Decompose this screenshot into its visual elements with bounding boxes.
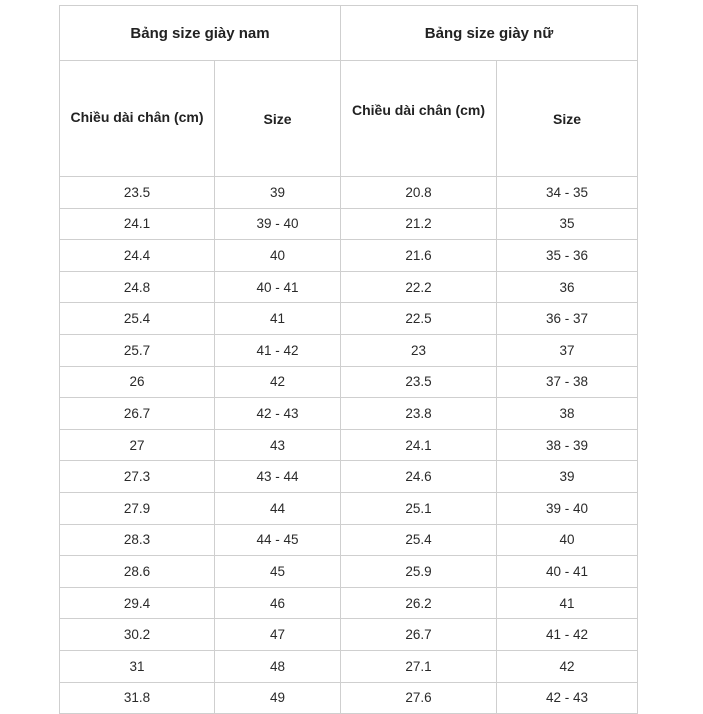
women-size-chart-title: Bảng size giày nữ xyxy=(341,6,638,61)
men-size-header: Size xyxy=(215,61,341,177)
women-size-cell: 41 xyxy=(497,587,638,619)
men-size-cell: 47 xyxy=(215,619,341,651)
men-foot-length-cell: 25.7 xyxy=(60,334,215,366)
women-size-cell: 42 xyxy=(497,650,638,682)
men-foot-length-header: Chiều dài chân (cm) xyxy=(60,61,215,177)
women-foot-length-header: Chiều dài chân (cm) xyxy=(341,61,497,177)
men-size-cell: 46 xyxy=(215,587,341,619)
women-size-cell: 39 xyxy=(497,461,638,493)
women-size-cell: 38 - 39 xyxy=(497,429,638,461)
men-size-cell: 39 xyxy=(215,177,341,209)
men-size-cell: 41 xyxy=(215,303,341,335)
women-foot-length-cell: 22.5 xyxy=(341,303,497,335)
men-foot-length-cell: 26 xyxy=(60,366,215,398)
women-size-cell: 40 xyxy=(497,524,638,556)
table-row xyxy=(60,461,638,493)
column-header-row xyxy=(60,61,638,177)
men-size-cell: 42 xyxy=(215,366,341,398)
women-size-cell: 36 xyxy=(497,271,638,303)
table-row xyxy=(60,208,638,240)
women-size-cell: 37 xyxy=(497,334,638,366)
table-row xyxy=(60,429,638,461)
men-foot-length-cell: 27 xyxy=(60,429,215,461)
table-row xyxy=(60,303,638,335)
men-foot-length-cell: 29.4 xyxy=(60,587,215,619)
men-size-cell: 44 xyxy=(215,492,341,524)
women-size-cell: 38 xyxy=(497,398,638,430)
men-size-cell: 40 xyxy=(215,240,341,272)
table-row xyxy=(60,492,638,524)
women-foot-length-cell: 24.1 xyxy=(341,429,497,461)
women-foot-length-cell: 27.1 xyxy=(341,650,497,682)
women-size-cell: 39 - 40 xyxy=(497,492,638,524)
men-foot-length-cell: 31 xyxy=(60,650,215,682)
women-foot-length-cell: 24.6 xyxy=(341,461,497,493)
men-foot-length-cell: 28.6 xyxy=(60,556,215,588)
men-foot-length-cell: 24.1 xyxy=(60,208,215,240)
table-row xyxy=(60,650,638,682)
table-row xyxy=(60,240,638,272)
women-foot-length-cell: 25.1 xyxy=(341,492,497,524)
men-size-cell: 43 xyxy=(215,429,341,461)
table-row xyxy=(60,524,638,556)
women-foot-length-cell: 27.6 xyxy=(341,682,497,714)
women-size-cell: 36 - 37 xyxy=(497,303,638,335)
men-size-cell: 41 - 42 xyxy=(215,334,341,366)
men-size-cell: 43 - 44 xyxy=(215,461,341,493)
women-foot-length-cell: 25.9 xyxy=(341,556,497,588)
shoe-size-table xyxy=(59,5,638,714)
men-size-cell: 49 xyxy=(215,682,341,714)
title-row xyxy=(60,6,638,61)
table-row xyxy=(60,334,638,366)
men-foot-length-cell: 23.5 xyxy=(60,177,215,209)
size-rows xyxy=(60,177,638,714)
men-size-cell: 48 xyxy=(215,650,341,682)
women-size-cell: 40 - 41 xyxy=(497,556,638,588)
men-foot-length-cell: 24.8 xyxy=(60,271,215,303)
women-foot-length-cell: 23.8 xyxy=(341,398,497,430)
table-row xyxy=(60,587,638,619)
women-foot-length-cell: 23 xyxy=(341,334,497,366)
women-size-cell: 42 - 43 xyxy=(497,682,638,714)
women-foot-length-cell: 20.8 xyxy=(341,177,497,209)
women-size-cell: 37 - 38 xyxy=(497,366,638,398)
women-size-header: Size xyxy=(497,61,638,177)
table-row xyxy=(60,177,638,209)
women-foot-length-cell: 21.2 xyxy=(341,208,497,240)
men-size-cell: 40 - 41 xyxy=(215,271,341,303)
men-foot-length-cell: 31.8 xyxy=(60,682,215,714)
table-row xyxy=(60,398,638,430)
women-foot-length-cell: 26.7 xyxy=(341,619,497,651)
table-row xyxy=(60,556,638,588)
men-size-cell: 45 xyxy=(215,556,341,588)
men-foot-length-cell: 24.4 xyxy=(60,240,215,272)
women-size-cell: 34 - 35 xyxy=(497,177,638,209)
women-size-cell: 35 xyxy=(497,208,638,240)
women-foot-length-cell: 25.4 xyxy=(341,524,497,556)
men-size-chart-title: Bảng size giày nam xyxy=(60,6,341,61)
women-foot-length-cell: 26.2 xyxy=(341,587,497,619)
men-foot-length-cell: 26.7 xyxy=(60,398,215,430)
men-foot-length-cell: 27.9 xyxy=(60,492,215,524)
men-foot-length-cell: 30.2 xyxy=(60,619,215,651)
men-foot-length-cell: 28.3 xyxy=(60,524,215,556)
table-row xyxy=(60,619,638,651)
women-foot-length-cell: 21.6 xyxy=(341,240,497,272)
men-size-cell: 44 - 45 xyxy=(215,524,341,556)
men-foot-length-cell: 27.3 xyxy=(60,461,215,493)
men-size-cell: 39 - 40 xyxy=(215,208,341,240)
men-foot-length-cell: 25.4 xyxy=(60,303,215,335)
table-row xyxy=(60,271,638,303)
women-foot-length-cell: 23.5 xyxy=(341,366,497,398)
table-row xyxy=(60,366,638,398)
men-size-cell: 42 - 43 xyxy=(215,398,341,430)
women-size-cell: 35 - 36 xyxy=(497,240,638,272)
women-size-cell: 41 - 42 xyxy=(497,619,638,651)
table-row xyxy=(60,682,638,714)
women-foot-length-cell: 22.2 xyxy=(341,271,497,303)
